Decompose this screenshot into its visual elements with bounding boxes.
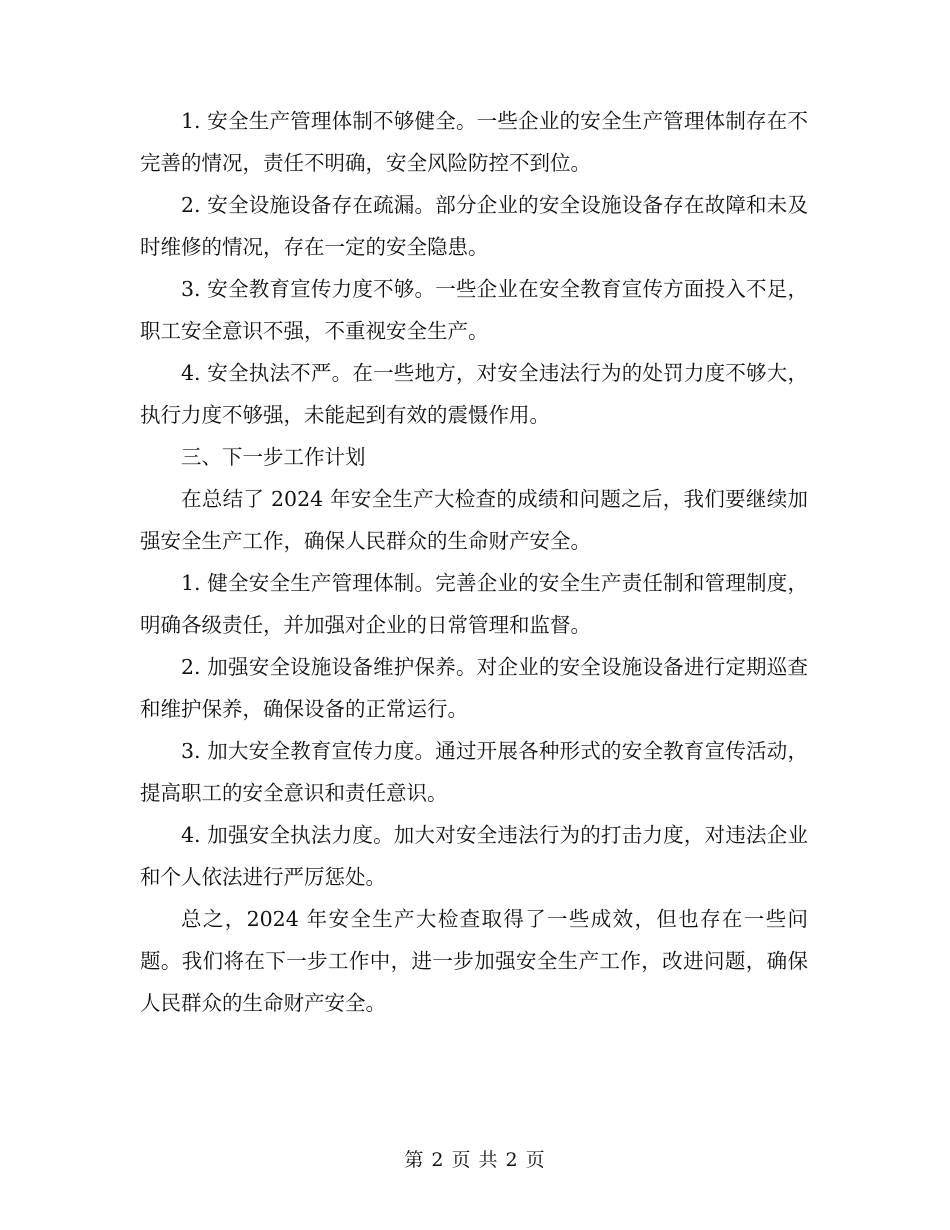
section-heading: 三、下一步工作计划 bbox=[181, 445, 366, 469]
problem-item-1: 1. 安全生产管理体制不够健全。一些企业的安全生产管理体制存在不完善的情况，责任不明确，安全风险防控不到位。 bbox=[140, 109, 808, 175]
plan-intro: 在总结了 2024 年安全生产大检查的成绩和问题之后，我们要继续加强安全生产工作，确保人民群众的生命财产安全。 bbox=[140, 487, 808, 553]
conclusion-paragraph: 总之，2024 年安全生产大检查取得了一些成效，但也存在一些问题。我们将在下一步工作中，进一步加强安全生产工作，改进问题，确保人民群众的生命财产安全。 bbox=[140, 907, 808, 1015]
document-body bbox=[140, 100, 808, 1024]
plan-item-4: 4. 加强安全执法力度。加大对安全违法行为的打击力度，对违法企业和个人依法进行严厉惩处。 bbox=[140, 823, 808, 889]
plan-item-3: 3. 加大安全教育宣传力度。通过开展各种形式的安全教育宣传活动，提高职工的安全意识和责任意识。 bbox=[140, 739, 808, 805]
plan-item-1: 1. 健全安全生产管理体制。完善企业的安全生产责任制和管理制度，明确各级责任，并加强对企业的日常管理和监督。 bbox=[140, 571, 808, 637]
problem-item-2: 2. 安全设施设备存在疏漏。部分企业的安全设施设备存在故障和未及时维修的情况，存在一定的安全隐患。 bbox=[140, 193, 808, 259]
plan-item-2: 2. 加强安全设施设备维护保养。对企业的安全设施设备进行定期巡查和维护保养，确保设备的正常运行。 bbox=[140, 655, 808, 721]
problem-item-4: 4. 安全执法不严。在一些地方，对安全违法行为的处罚力度不够大，执行力度不够强，未能起到有效的震慑作用。 bbox=[140, 361, 808, 427]
page-number-footer: 第 2 页 共 2 页 bbox=[404, 1149, 546, 1171]
problem-item-3: 3. 安全教育宣传力度不够。一些企业在安全教育宣传方面投入不足，职工安全意识不强，不重视安全生产。 bbox=[140, 277, 808, 343]
